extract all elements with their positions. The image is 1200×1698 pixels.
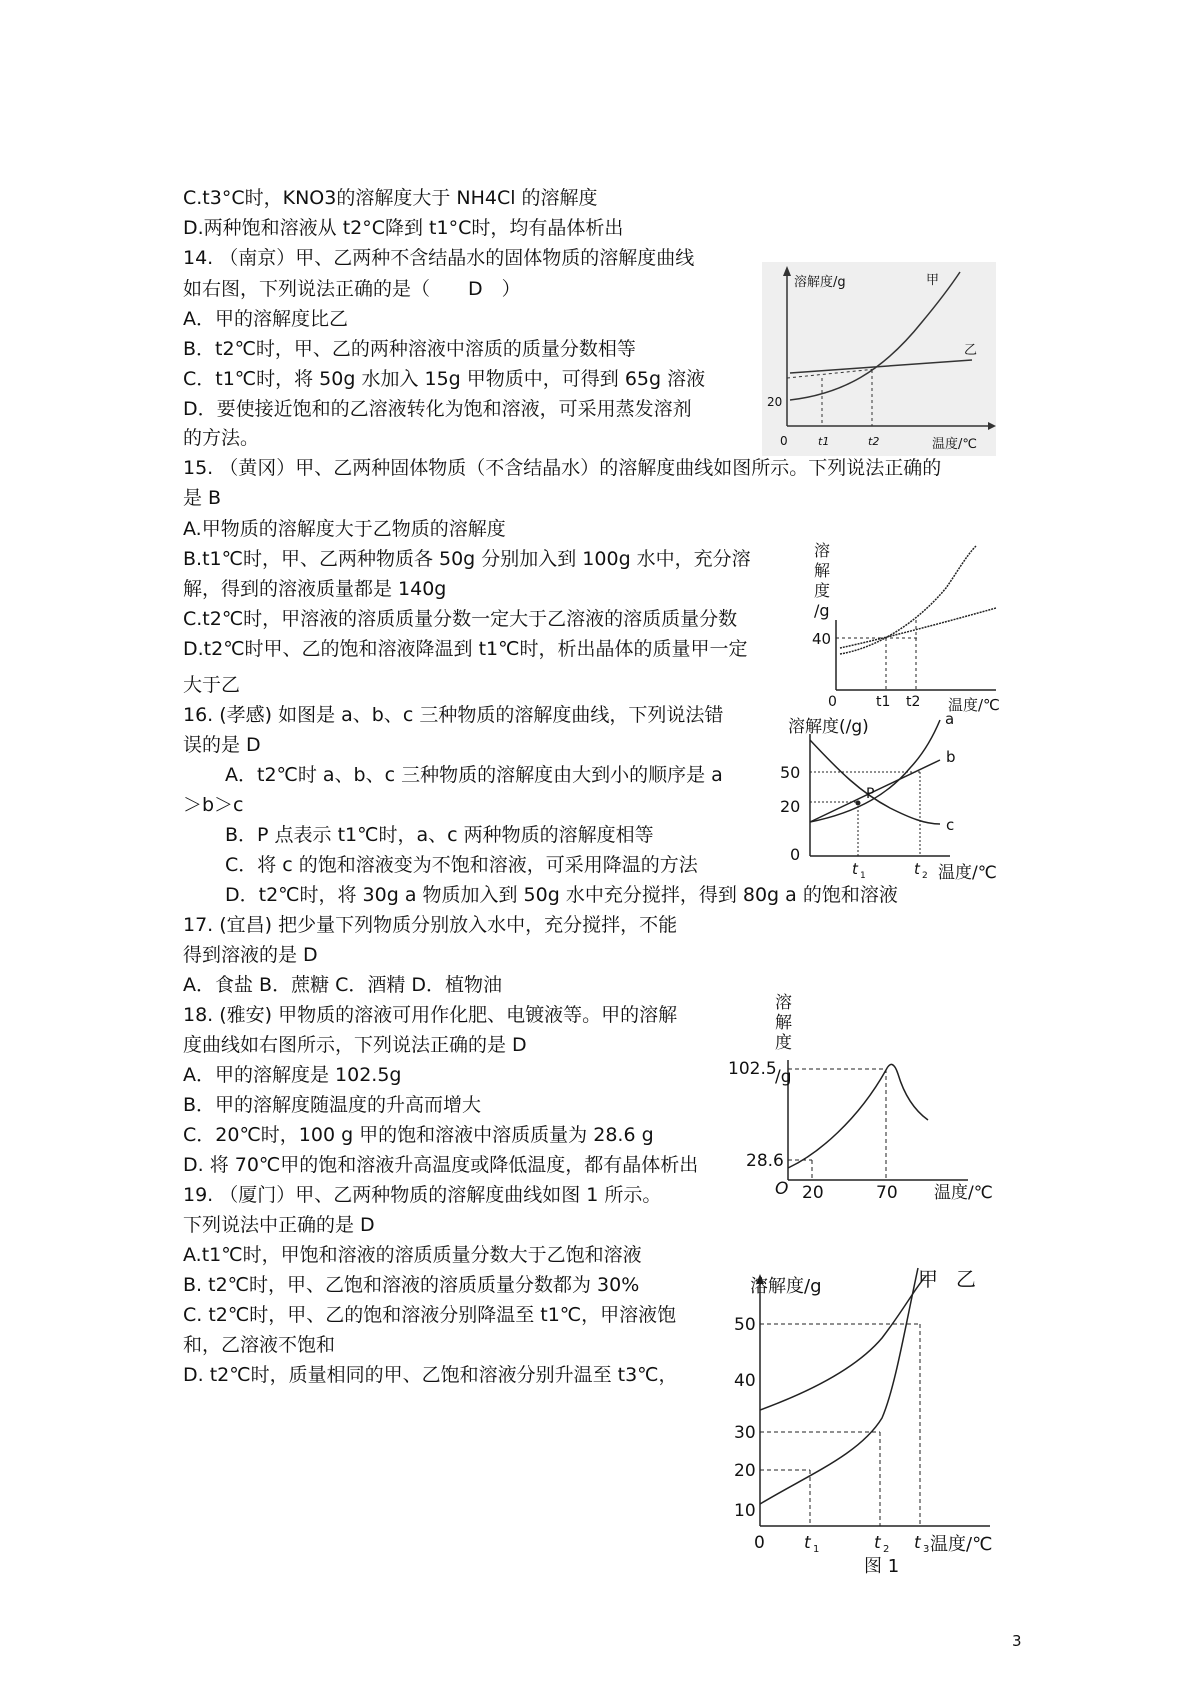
option-d: D. 将 70℃甲的饱和溶液升高温度或降低温度，都有晶体析出: [183, 1154, 699, 1176]
origin-label: 0: [780, 434, 788, 448]
y-tick-50: 50: [780, 763, 801, 782]
curve-label-jia: 甲: [918, 1267, 938, 1291]
option-a: A．甲的溶解度比乙: [183, 308, 348, 330]
y-tick-20: 20: [767, 395, 783, 409]
y-axis-label: 溶解度(/g): [788, 717, 869, 737]
curve-label-a: a: [945, 710, 955, 728]
text-line: 误的是 D: [183, 734, 261, 756]
svg-text:度: 度: [775, 1033, 792, 1053]
solubility-figure-14: [762, 262, 996, 456]
question-17-title: 17. (宜昌) 把少量下列物质分别放入水中，充分搅拌，不能: [183, 914, 678, 936]
origin-label: 0: [754, 1533, 765, 1553]
y-tick-20: 20: [780, 797, 801, 816]
option-a: A.t1℃时，甲饱和溶液的溶质质量分数大于乙饱和溶液: [183, 1244, 642, 1266]
svg-text:解: 解: [775, 1013, 792, 1033]
text-line: C.t3°C时，KNO3的溶解度大于 NH4Cl 的溶解度: [183, 187, 598, 209]
option-c: C．将 c 的饱和溶液变为不饱和溶液，可采用降温的方法: [225, 854, 698, 876]
x-axis-label: 温度/℃: [938, 863, 997, 883]
option-b: B.t1℃时，甲、乙两种物质各 50g 分别加入到 100g 水中，充分溶: [183, 548, 751, 570]
x-tick-t2: t2: [868, 435, 880, 448]
y-axis-label: 溶: [814, 541, 831, 560]
svg-text:2: 2: [922, 871, 928, 881]
y-tick-50: 50: [734, 1315, 756, 1335]
y-axis-label: 溶解度/g: [794, 275, 846, 290]
svg-text:/g: /g: [775, 1067, 792, 1087]
text-line: 解，得到的溶液质量都是 140g: [183, 578, 447, 600]
option-d: D．要使接近饱和的乙溶液转化为饱和溶液，可采用蒸发溶剂: [183, 398, 692, 420]
y-tick-20: 20: [734, 1461, 756, 1481]
svg-text:1: 1: [860, 871, 866, 881]
x-tick-t1: t1: [876, 694, 891, 710]
curve-label-c: c: [946, 816, 955, 834]
option-c: C．t1℃时，将 50g 水加入 15g 甲物质中，可得到 65g 溶液: [183, 368, 706, 390]
svg-text:2: 2: [883, 1544, 890, 1555]
solubility-figure-18: [728, 990, 1018, 1208]
origin-label: O: [775, 1179, 789, 1199]
x-axis-label: 温度/℃: [934, 1183, 993, 1203]
question-16-title: 16. (孝感) 如图是 a、b、c 三种物质的溶解度曲线，下列说法错: [183, 704, 724, 726]
y-tick-10: 10: [734, 1501, 756, 1521]
x-tick-t2: t: [874, 1533, 881, 1553]
question-19-title: 19. （厦门）甲、乙两种物质的溶解度曲线如图 1 所示。: [183, 1184, 662, 1206]
x-tick-t3: t: [914, 1533, 921, 1553]
x-tick-t2: t: [914, 860, 920, 878]
y-axis-label: 溶: [775, 993, 792, 1013]
solubility-figure-15: [806, 540, 1028, 712]
y-tick-28-6: 28.6: [746, 1151, 784, 1171]
curve-label-yi: 乙: [964, 343, 978, 358]
y-tick-30: 30: [734, 1423, 756, 1443]
question-18-title: 18. (雅安) 甲物质的溶液可用作化肥、电镀液等。甲的溶解: [183, 1004, 678, 1026]
page-number: 3: [1012, 1632, 1022, 1650]
y-tick-102-5: 102.5: [728, 1059, 777, 1079]
solubility-figure-16: [780, 710, 1026, 890]
y-axis-label: 溶解度/g: [750, 1276, 822, 1297]
text-line: ＞b＞c: [183, 794, 244, 816]
x-tick-t2: t2: [906, 694, 921, 710]
figure-caption: 图 1: [864, 1556, 900, 1577]
text-line: D.两种饱和溶液从 t2°C降到 t1°C时，均有晶体析出: [183, 217, 624, 239]
curve-label-b: b: [946, 748, 956, 766]
option-c: C．20℃时，100 g 甲的饱和溶液中溶质质量为 28.6 g: [183, 1124, 654, 1146]
text-line: 度曲线如右图所示，下列说法正确的是 D: [183, 1034, 527, 1056]
option-b: B．t2℃时，甲、乙的两种溶液中溶质的质量分数相等: [183, 338, 636, 360]
question-14-title: 14. （南京）甲、乙两种不含结晶水的固体物质的溶解度曲线: [183, 247, 695, 269]
svg-text:3: 3: [923, 1544, 930, 1555]
text-line: 是 B: [183, 487, 222, 509]
curve-label-jia: 甲: [926, 273, 940, 288]
svg-text:解: 解: [814, 561, 831, 580]
option-a: A.甲物质的溶解度大于乙物质的溶解度: [183, 518, 506, 540]
option-b: B. t2℃时，甲、乙饱和溶液的溶质质量分数都为 30%: [183, 1274, 640, 1296]
text-line: 得到溶液的是 D: [183, 944, 318, 966]
svg-text:/g: /g: [814, 601, 830, 620]
option-a: A．甲的溶解度是 102.5g: [183, 1064, 402, 1086]
svg-text:1: 1: [813, 1544, 820, 1555]
x-tick-t1: t: [852, 860, 858, 878]
origin-label: 0: [828, 694, 837, 710]
origin-label: 0: [790, 845, 801, 864]
curve-label-yi: 乙: [956, 1267, 976, 1291]
question-15-title: 15. （黄冈）甲、乙两种固体物质（不含结晶水）的溶解度曲线如图所示。下列说法正确的: [183, 457, 942, 479]
svg-text:度: 度: [814, 581, 831, 600]
y-tick-40: 40: [734, 1371, 756, 1391]
x-axis-label: 温度/℃: [930, 1534, 993, 1555]
point-p-label: P: [866, 786, 875, 802]
option-d: D.t2℃时甲、乙的饱和溶液降温到 t1℃时，析出晶体的质量甲一定: [183, 638, 748, 660]
x-axis-label: 温度/℃: [948, 696, 1000, 714]
option-d: D．t2℃时，将 30g a 物质加入到 50g 水中充分搅拌，得到 80g a 的饱和溶液: [225, 884, 898, 906]
y-tick-40: 40: [812, 630, 832, 648]
x-tick-20: 20: [802, 1183, 824, 1203]
option-c: C.t2℃时，甲溶液的溶质质量分数一定大于乙溶液的溶质质量分数: [183, 608, 738, 630]
option-b: B．P 点表示 t1℃时，a、c 两种物质的溶解度相等: [225, 824, 654, 846]
option-a: A．t2℃时 a、b、c 三种物质的溶解度由大到小的顺序是 a: [225, 764, 723, 786]
text-line: 和，乙溶液不饱和: [183, 1334, 336, 1356]
option-c: C. t2℃时，甲、乙的饱和溶液分别降温至 t1℃，甲溶液饱: [183, 1304, 677, 1326]
x-tick-t1: t1: [818, 435, 830, 448]
text-line: 下列说法中正确的是 D: [183, 1214, 375, 1236]
text-line: 如右图，下列说法正确的是（ D ）: [183, 278, 521, 300]
options-row: A．食盐 B．蔗糖 C．酒精 D．植物油: [183, 974, 503, 996]
option-d: D. t2℃时，质量相同的甲、乙饱和溶液分别升温至 t3℃，: [183, 1364, 678, 1386]
text-line: 大于乙: [183, 674, 241, 696]
option-b: B．甲的溶解度随温度的升高而增大: [183, 1094, 482, 1116]
solubility-figure-19: [730, 1268, 1020, 1586]
x-tick-t1: t: [804, 1533, 811, 1553]
x-axis-label: 温度/℃: [932, 437, 977, 452]
x-tick-70: 70: [876, 1183, 898, 1203]
text-line: 的方法。: [183, 427, 260, 449]
